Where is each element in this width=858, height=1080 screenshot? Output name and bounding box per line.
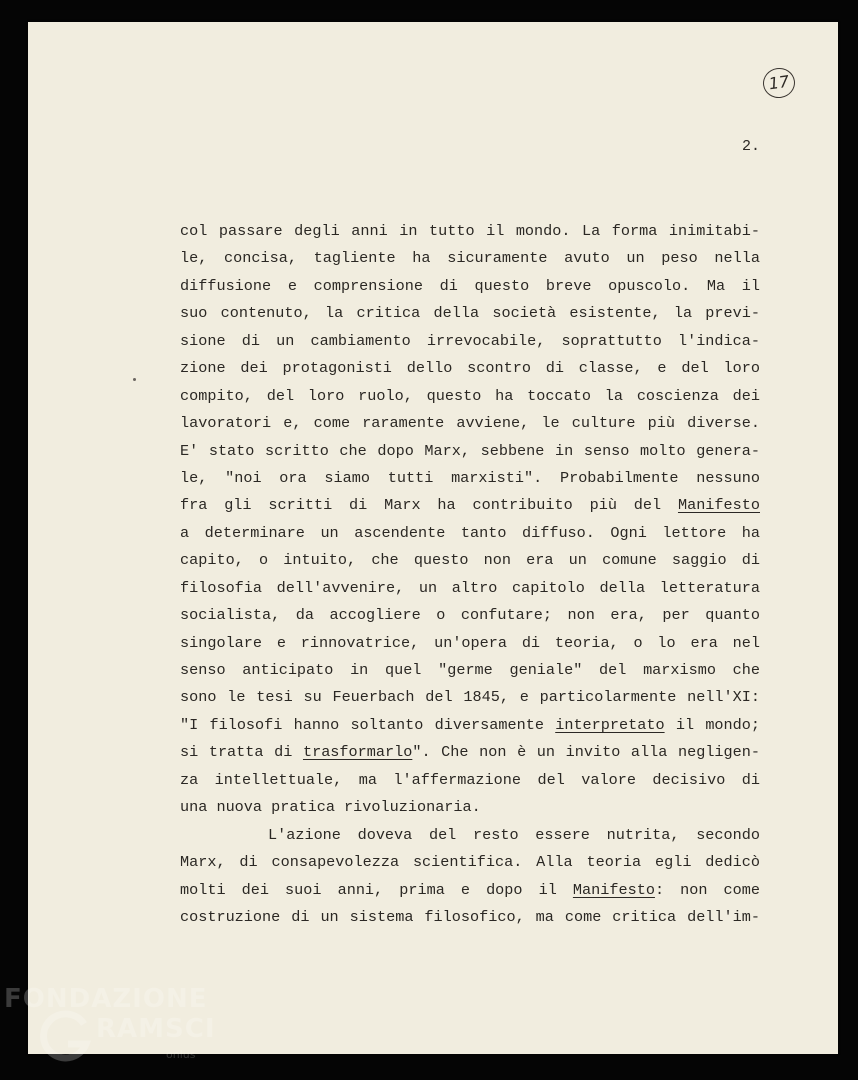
text-segment: a determinare un ascendente tanto diffuso. Ogni lettore ha [180,523,760,542]
underlined-text: Manifesto [572,880,655,899]
archive-number-stamp: 17 [761,66,797,100]
text-segment: sione di un cambiamento irrevocabile, soprattutto l'indica- [180,331,760,350]
text-segment: "I filosofi hanno soltanto diversamente [180,715,556,734]
underlined-text: trasformarlo [302,743,413,762]
underlined-text: interpretato [555,715,665,734]
text-line [180,355,760,382]
watermark-onlus: onlus [166,1048,196,1061]
text-line [180,630,760,657]
text-segment: compito, del loro ruolo, questo ha toccato la coscienza dei [180,386,760,405]
text-segment: sono le tesi su Feuerbach del 1845, e particolarmente nell'XI: [180,688,760,707]
text-line [180,822,760,849]
text-line [180,520,760,547]
text-segment: E' stato scritto che dopo Marx, sebbene in senso molto genera- [180,441,760,460]
document-page [28,22,838,1054]
text-line [180,712,760,739]
text-segment: lavoratori e, come raramente avviene, le culture più diverse. [180,414,760,433]
text-line [180,575,760,602]
text-line [180,602,760,629]
text-line [180,684,760,711]
text-segment: L'azione doveva del resto essere nutrita, secondo [268,825,760,844]
text-segment: diffusione e comprensione di questo breve opuscolo. Ma il [180,276,760,295]
text-line [180,877,760,904]
text-line [180,794,760,821]
text-line [180,438,760,465]
text-line [180,300,760,327]
text-line [180,849,760,876]
page-number: 2. [742,138,761,155]
text-line [180,383,760,410]
text-line [180,547,760,574]
text-segment: zione dei protagonisti dello scontro di classe, e del loro [180,359,760,378]
text-segment: il mondo; [664,715,760,734]
text-line [180,328,760,355]
paper-speck [133,378,136,381]
text-segment: socialista, da accogliere o confutare; non era, per quanto [180,606,760,625]
fondazione-gramsci-watermark [4,984,244,1080]
underlined-text: Manifesto [677,496,760,515]
text-line [180,767,760,794]
text-line [180,245,760,272]
text-segment: le, "noi ora siamo tutti marxisti". Probabilmente nessuno [180,468,760,487]
text-segment: costruzione di un sistema filosofico, ma come critica dell'im- [180,907,760,926]
text-segment: suo contenuto, la critica della società esistente, la previ- [180,304,760,323]
text-segment: fra gli scritti di Marx ha contribuito più del [180,496,678,515]
text-segment: molti dei suoi anni, prima e dopo il [180,880,573,899]
text-line [180,410,760,437]
text-segment: filosofia dell'avvenire, un altro capitolo della letteratura [180,578,760,597]
text-line [180,904,760,931]
text-line [180,465,760,492]
text-line [180,492,760,519]
gramsci-logo-icon [38,1010,92,1064]
text-segment: singolare e rinnovatrice, un'opera di teoria, o lo era nel [180,633,760,652]
text-segment: col passare degli anni in tutto il mondo. La forma inimitabi- [180,222,760,240]
text-line [180,273,760,300]
body-text [180,218,760,931]
text-segment: Marx, di consapevolezza scientifica. Alla teoria egli dedicò [180,853,760,872]
text-segment: ". Che non è un invito alla negligen- [412,743,761,762]
watermark-line-1: FONDAZIONE [4,984,208,1014]
text-segment: za intellettuale, ma l'affermazione del valore decisivo di [180,770,760,789]
text-segment: una nuova pratica rivoluzionaria. [180,798,481,817]
text-segment: si tratta di [180,743,303,762]
text-line [180,218,760,245]
text-line [180,739,760,766]
text-segment: : non come [654,880,760,899]
text-segment: capito, o intuito, che questo non era un comune saggio di [180,551,760,570]
text-segment: le, concisa, tagliente ha sicuramente avuto un peso nella [180,249,760,268]
text-segment: senso anticipato in quel "germe geniale" del marxismo che [180,661,760,679]
watermark-line-2: RAMSCI [96,1014,216,1044]
text-line [180,657,760,684]
